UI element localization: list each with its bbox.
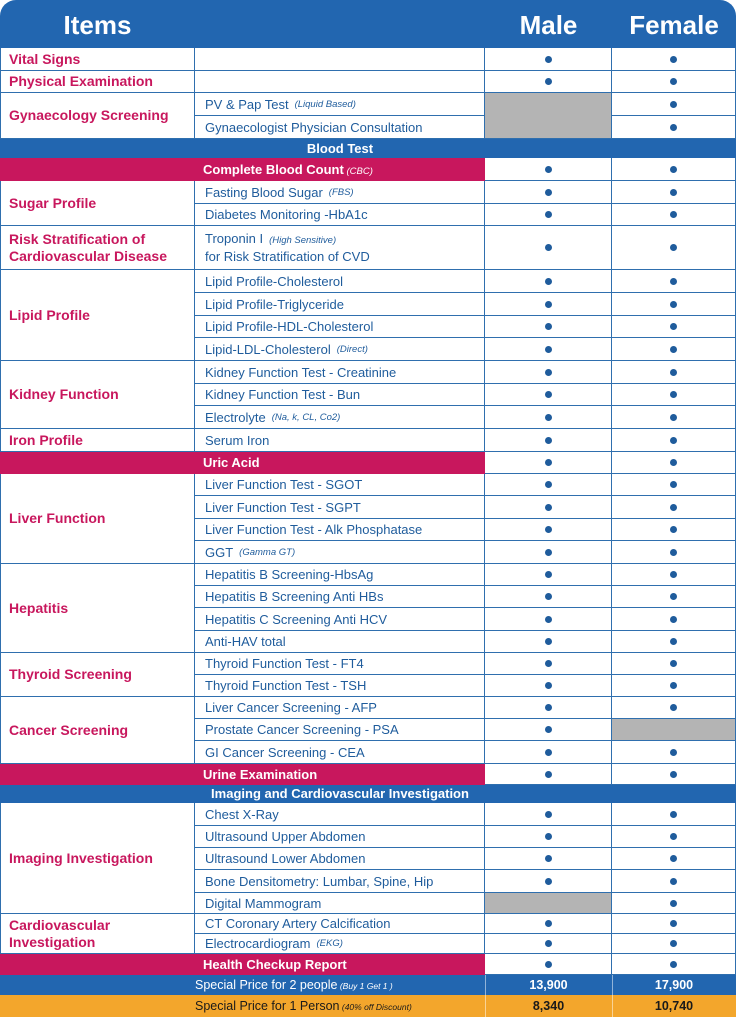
female-mark: [612, 316, 736, 338]
female-mark: [612, 893, 736, 914]
male-mark: [485, 158, 612, 181]
male-mark: [485, 914, 612, 934]
included-dot-icon: [545, 961, 552, 968]
test-cell: [195, 429, 485, 452]
included-dot-icon: [670, 549, 677, 556]
included-dot-icon: [545, 749, 552, 756]
test-name: Hepatitis C Screening Anti HCV: [205, 611, 388, 627]
female-mark: [612, 338, 736, 361]
test-name: Gynaecologist Physician Consultation: [205, 119, 423, 135]
test-name: Kidney Function Test - Bun: [205, 387, 361, 402]
female-heading: Female: [629, 10, 719, 40]
included-dot-icon: [545, 526, 552, 533]
included-dot-icon: [670, 526, 677, 533]
table-header: [0, 0, 736, 48]
male-mark: [485, 474, 612, 496]
test-name: Prostate Cancer Screening - PSA: [205, 722, 399, 737]
female-mark: [612, 361, 736, 384]
male-mark: [485, 653, 612, 675]
included-dot-icon: [545, 369, 552, 376]
test-cell: [195, 893, 485, 914]
male-mark: [485, 764, 612, 785]
male-mark: [485, 181, 612, 204]
test-cell: [195, 564, 485, 586]
section-band: [0, 139, 736, 158]
included-dot-icon: [670, 278, 677, 285]
included-dot-icon: [670, 414, 677, 421]
group-name: Cardiovascular Investigation: [9, 916, 111, 950]
test-note: (High Sensitive): [269, 234, 337, 246]
female-price: 17,900: [654, 978, 694, 992]
male-mark: [485, 429, 612, 452]
group-label: [0, 564, 195, 653]
included-dot-icon: [670, 459, 677, 466]
test-cell: [195, 631, 485, 653]
test-cell: [195, 586, 485, 608]
female-mark: [612, 158, 736, 181]
test-cell: [195, 826, 485, 848]
test-name: Serum Iron: [205, 432, 270, 448]
male-not-included: [485, 893, 612, 914]
group-name: Gynaecology Screening: [9, 107, 169, 123]
included-dot-icon: [545, 301, 552, 308]
test-note: (EKG): [316, 938, 343, 949]
male-not-included: [485, 93, 612, 139]
included-dot-icon: [545, 940, 552, 947]
group-name: Iron Profile: [9, 431, 83, 448]
male-mark: [485, 226, 612, 270]
included-dot-icon: [670, 504, 677, 511]
female-mark: [612, 48, 736, 71]
included-dot-icon: [670, 682, 677, 689]
group-name: Risk Stratification of Cardiovascular Disease: [9, 230, 167, 264]
included-dot-icon: [670, 481, 677, 488]
male-mark: [485, 406, 612, 429]
included-dot-icon: [545, 437, 552, 444]
female-mark: [612, 608, 736, 631]
test-cell: [195, 608, 485, 631]
included-dot-icon: [670, 346, 677, 353]
group-name: Physical Examination: [9, 73, 153, 89]
group-label: [0, 653, 195, 697]
included-dot-icon: [670, 704, 677, 711]
included-dot-icon: [545, 346, 552, 353]
included-dot-icon: [670, 166, 677, 173]
male-mark: [485, 270, 612, 293]
test-name: Digital Mammogram: [205, 895, 322, 911]
included-dot-icon: [670, 391, 677, 398]
test-name: Ultrasound Upper Abdomen: [205, 829, 366, 844]
male-mark: [485, 519, 612, 541]
test-note: (Na, k, CL, Co2): [271, 411, 341, 423]
female-mark: [612, 586, 736, 608]
group-name: Kidney Function: [9, 386, 119, 402]
male-mark: [485, 848, 612, 870]
test-cell: [195, 519, 485, 541]
female-mark: [612, 697, 736, 719]
included-dot-icon: [545, 855, 552, 862]
items-heading: Items: [63, 10, 132, 40]
test-note: (Direct): [336, 343, 368, 355]
included-dot-icon: [670, 301, 677, 308]
female-mark: [612, 519, 736, 541]
included-dot-icon: [545, 323, 552, 330]
price-row: [0, 975, 736, 995]
group-label: [0, 429, 195, 452]
female-mark: [612, 93, 736, 116]
male-mark: [485, 586, 612, 608]
section-title: Blood Test: [306, 141, 374, 156]
price-label: Special Price for 1 Person (40% off Discount): [195, 999, 412, 1013]
included-dot-icon: [670, 101, 677, 108]
female-mark: [612, 631, 736, 653]
included-dot-icon: [670, 771, 677, 778]
female-mark: [612, 675, 736, 697]
test-name: Bone Densitometry: Lumbar, Spine, Hip: [205, 873, 434, 889]
included-dot-icon: [670, 437, 677, 444]
included-dot-icon: [670, 878, 677, 885]
group-label: [0, 93, 195, 139]
female-mark: [612, 848, 736, 870]
female-mark: [612, 541, 736, 564]
test-cell: [195, 293, 485, 316]
included-dot-icon: [545, 920, 552, 927]
female-mark: [612, 764, 736, 785]
included-dot-icon: [545, 704, 552, 711]
test-cell: [195, 803, 485, 826]
highlight-title: Urine Examination: [203, 767, 318, 782]
female-mark: [612, 452, 736, 474]
included-dot-icon: [670, 833, 677, 840]
included-dot-icon: [670, 616, 677, 623]
group-label: [0, 226, 195, 270]
included-dot-icon: [670, 900, 677, 907]
included-dot-icon: [670, 369, 677, 376]
male-mark: [485, 48, 612, 71]
test-name: Kidney Function Test - Creatinine: [205, 364, 397, 380]
test-cell: [195, 406, 485, 429]
included-dot-icon: [545, 771, 552, 778]
test-cell: [195, 338, 485, 361]
included-dot-icon: [545, 638, 552, 645]
price-divider: [612, 975, 613, 995]
test-name: Troponin I: [205, 230, 264, 246]
test-note: (FBS): [328, 186, 354, 198]
test-name: GGT: [205, 544, 234, 560]
male-mark: [485, 826, 612, 848]
test-name: Liver Function Test - Alk Phosphatase: [205, 522, 423, 537]
male-heading: Male: [519, 10, 578, 40]
test-name: Lipid Profile-Cholesterol: [205, 273, 344, 289]
male-mark: [485, 741, 612, 764]
test-cell: [195, 697, 485, 719]
male-mark: [485, 803, 612, 826]
group-name: Sugar Profile: [9, 194, 97, 211]
highlight-band: [0, 158, 485, 181]
group-name: Cancer Screening: [9, 721, 129, 738]
male-mark: [485, 452, 612, 474]
male-mark: [485, 316, 612, 338]
section-band: [0, 785, 736, 803]
section-title: Imaging and Cardiovascular Investigation: [211, 786, 469, 801]
group-label: [0, 181, 195, 226]
female-mark: [612, 116, 736, 139]
male-mark: [485, 608, 612, 631]
price-divider: [612, 995, 613, 1017]
included-dot-icon: [545, 78, 552, 85]
price-note: (40% off Discount): [339, 1002, 412, 1012]
test-name: Diabetes Monitoring -HbA1c: [205, 207, 368, 222]
test-name: Electrocardiogram: [205, 936, 311, 951]
included-dot-icon: [545, 660, 552, 667]
group-name: Lipid Profile: [9, 306, 90, 323]
male-mark: [485, 719, 612, 741]
female-mark: [612, 474, 736, 496]
included-dot-icon: [670, 78, 677, 85]
test-cell: [195, 270, 485, 293]
female-mark: [612, 226, 736, 270]
test-name: Anti-HAV total: [205, 634, 286, 649]
male-price: 13,900: [529, 978, 568, 992]
test-cell: [195, 934, 485, 954]
group-label: [0, 71, 195, 93]
included-dot-icon: [670, 961, 677, 968]
test-cell: [195, 384, 485, 406]
test-name: Liver Cancer Screening - AFP: [205, 700, 377, 715]
included-dot-icon: [670, 571, 677, 578]
group-name: Hepatitis: [9, 599, 69, 616]
price-row: [0, 995, 736, 1017]
group-label: [0, 697, 195, 764]
test-cell: [195, 204, 485, 226]
group-label: [0, 474, 195, 564]
female-mark: [612, 934, 736, 954]
test-cell: [195, 653, 485, 675]
female-mark: [612, 496, 736, 519]
test-cell: [195, 914, 485, 934]
male-mark: [485, 870, 612, 893]
female-mark: [612, 954, 736, 975]
price-divider: [485, 995, 486, 1017]
test-name: Chest X-Ray: [205, 806, 279, 822]
test-name: Hepatitis B Screening Anti HBs: [205, 589, 384, 604]
test-name: Electrolyte: [205, 409, 266, 425]
test-name: Liver Function Test - SGOT: [205, 477, 363, 492]
male-mark: [485, 204, 612, 226]
included-dot-icon: [545, 211, 552, 218]
male-mark: [485, 954, 612, 975]
female-mark: [612, 204, 736, 226]
highlight-note: (CBC): [343, 166, 373, 177]
group-name: Imaging Investigation: [9, 849, 153, 866]
included-dot-icon: [670, 189, 677, 196]
group-label: [0, 803, 195, 914]
group-name: Liver Function: [9, 510, 106, 526]
test-name: Lipid Profile-HDL-Cholesterol: [205, 319, 374, 334]
included-dot-icon: [545, 244, 552, 251]
included-dot-icon: [545, 682, 552, 689]
highlight-title: Complete Blood Count (CBC): [203, 162, 373, 177]
price-divider: [485, 975, 486, 995]
female-mark: [612, 71, 736, 93]
test-cell: [195, 474, 485, 496]
included-dot-icon: [670, 749, 677, 756]
test-name: Thyroid Function Test - TSH: [205, 678, 367, 693]
highlight-title: Health Checkup Report: [203, 957, 347, 972]
male-mark: [485, 934, 612, 954]
included-dot-icon: [545, 878, 552, 885]
male-price: 8,340: [532, 999, 565, 1013]
test-name: Liver Function Test - SGPT: [205, 499, 361, 515]
test-name: Fasting Blood Sugar: [205, 184, 323, 200]
included-dot-icon: [545, 726, 552, 733]
female-mark: [612, 384, 736, 406]
empty-test-cell: [195, 71, 485, 93]
test-name: GI Cancer Screening - CEA: [205, 744, 365, 760]
included-dot-icon: [545, 571, 552, 578]
group-label: [0, 270, 195, 361]
female-mark: [612, 406, 736, 429]
test-name: CT Coronary Artery Calcification: [205, 916, 391, 931]
male-mark: [485, 71, 612, 93]
test-cell: [195, 496, 485, 519]
test-cell: [195, 316, 485, 338]
included-dot-icon: [670, 244, 677, 251]
included-dot-icon: [545, 56, 552, 63]
test-cell: [195, 541, 485, 564]
included-dot-icon: [670, 638, 677, 645]
included-dot-icon: [670, 593, 677, 600]
male-mark: [485, 496, 612, 519]
included-dot-icon: [545, 593, 552, 600]
highlight-band: [0, 764, 485, 785]
highlight-band: [0, 954, 485, 975]
test-name-line2: for Risk Stratification of CVD: [205, 248, 370, 264]
male-mark: [485, 697, 612, 719]
male-mark: [485, 564, 612, 586]
test-name: Lipid Profile-Triglyceride: [205, 296, 344, 312]
male-mark: [485, 631, 612, 653]
highlight-title: Uric Acid: [203, 455, 260, 470]
empty-test-cell: [195, 48, 485, 71]
female-mark: [612, 826, 736, 848]
test-note: (Liquid Based): [294, 98, 356, 110]
test-cell: [195, 361, 485, 384]
included-dot-icon: [545, 166, 552, 173]
test-cell: [195, 116, 485, 139]
female-not-included: [612, 719, 736, 741]
group-label: [0, 48, 195, 71]
female-mark: [612, 914, 736, 934]
included-dot-icon: [545, 811, 552, 818]
male-mark: [485, 675, 612, 697]
group-label: [0, 361, 195, 429]
included-dot-icon: [670, 940, 677, 947]
included-dot-icon: [545, 549, 552, 556]
price-label: Special Price for 2 people (Buy 1 Get 1 ): [195, 978, 393, 992]
included-dot-icon: [545, 616, 552, 623]
included-dot-icon: [545, 833, 552, 840]
test-cell: [195, 226, 485, 270]
included-dot-icon: [670, 56, 677, 63]
included-dot-icon: [670, 920, 677, 927]
male-mark: [485, 338, 612, 361]
included-dot-icon: [545, 391, 552, 398]
test-cell: [195, 719, 485, 741]
test-cell: [195, 848, 485, 870]
test-note: (Gamma GT): [239, 546, 296, 558]
male-mark: [485, 384, 612, 406]
female-mark: [612, 870, 736, 893]
group-label: [0, 914, 195, 954]
group-name: Thyroid Screening: [9, 666, 132, 682]
included-dot-icon: [545, 414, 552, 421]
included-dot-icon: [670, 323, 677, 330]
included-dot-icon: [545, 189, 552, 196]
female-mark: [612, 429, 736, 452]
test-cell: [195, 741, 485, 764]
test-cell: [195, 93, 485, 116]
included-dot-icon: [670, 124, 677, 131]
test-cell: [195, 181, 485, 204]
test-name: Ultrasound Lower Abdomen: [205, 851, 366, 866]
female-mark: [612, 803, 736, 826]
included-dot-icon: [670, 660, 677, 667]
included-dot-icon: [545, 459, 552, 466]
test-cell: [195, 675, 485, 697]
price-note: (Buy 1 Get 1 ): [337, 981, 393, 991]
female-mark: [612, 653, 736, 675]
male-mark: [485, 293, 612, 316]
male-mark: [485, 361, 612, 384]
included-dot-icon: [545, 481, 552, 488]
included-dot-icon: [545, 278, 552, 285]
female-price: 10,740: [654, 999, 694, 1013]
test-name: Hepatitis B Screening-HbsAg: [205, 567, 374, 582]
group-name: Vital Signs: [9, 50, 81, 67]
female-mark: [612, 181, 736, 204]
included-dot-icon: [545, 504, 552, 511]
included-dot-icon: [670, 855, 677, 862]
test-line: [205, 231, 336, 249]
included-dot-icon: [670, 811, 677, 818]
female-mark: [612, 270, 736, 293]
male-mark: [485, 541, 612, 564]
test-name: Lipid-LDL-Cholesterol: [205, 341, 331, 357]
female-mark: [612, 741, 736, 764]
female-mark: [612, 564, 736, 586]
test-cell: [195, 870, 485, 893]
test-name: Thyroid Function Test - FT4: [205, 656, 364, 671]
test-name: PV & Pap Test: [205, 96, 289, 112]
included-dot-icon: [670, 211, 677, 218]
highlight-band: [0, 452, 485, 474]
female-mark: [612, 293, 736, 316]
